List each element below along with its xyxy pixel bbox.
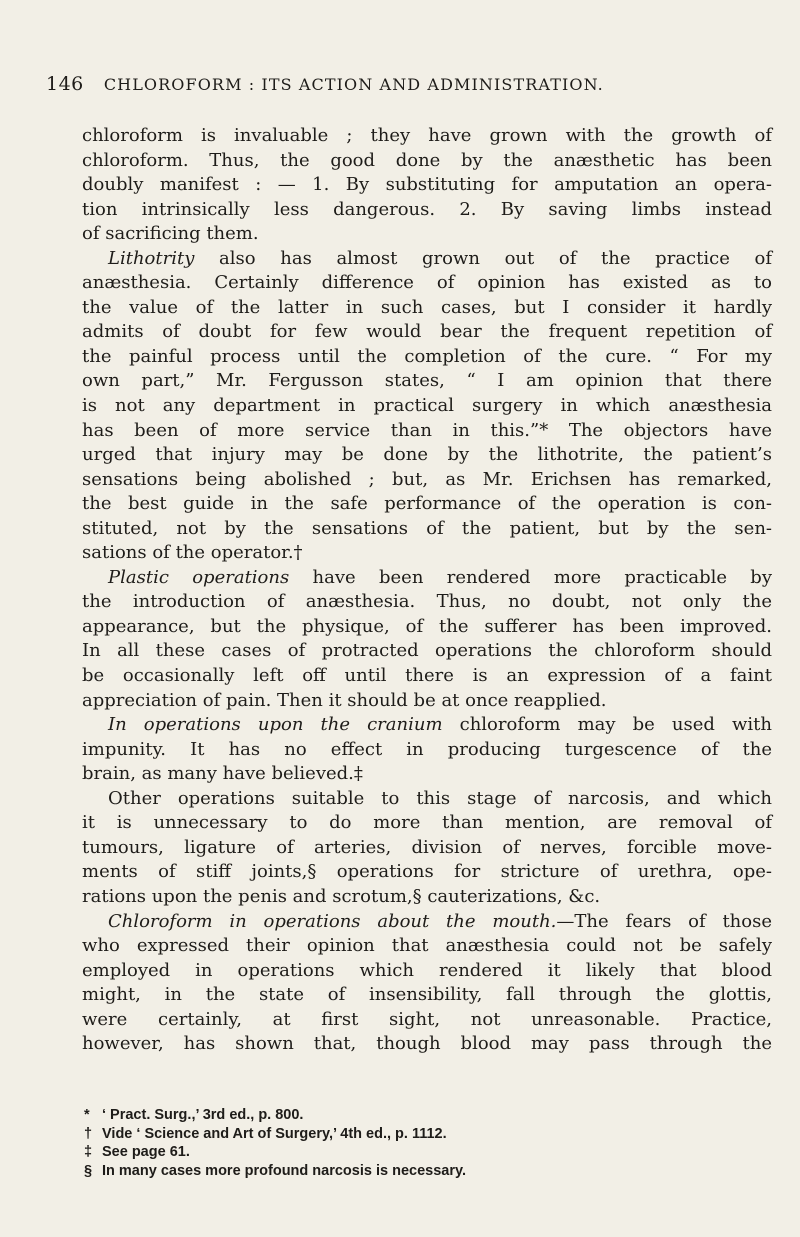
text-line xyxy=(82,222,772,247)
running-title: CHLOROFORM : ITS ACTION AND ADMINISTRATION. xyxy=(103,75,604,94)
italic-run-in-heading: In operations upon the cranium xyxy=(108,714,443,736)
line-text: impunity. It has no effect in producing turgescence of the xyxy=(82,738,772,760)
text-line xyxy=(82,836,772,861)
text-line xyxy=(82,738,772,763)
line-text: the painful process until the completion of the cure. “ For my xyxy=(82,345,772,367)
text-line xyxy=(82,369,772,394)
line-text: appearance, but the physique, of the sufferer has been improved. xyxy=(82,615,772,637)
italic-run-in-heading: Plastic operations xyxy=(108,566,290,588)
line-text: admits of doubt for few would bear the frequent repetition of xyxy=(82,321,772,343)
text-line xyxy=(82,198,772,223)
text-line xyxy=(82,492,772,517)
italic-run-in-heading: Chloroform in operations about the mouth. xyxy=(108,910,557,932)
text-line xyxy=(82,124,772,149)
line-text: sensations being abolished ; but, as Mr. Erichsen has remarked, xyxy=(82,468,772,490)
text-line xyxy=(82,959,772,984)
line-text: tion intrinsically less dangerous. 2. By saving limbs instead xyxy=(82,198,772,220)
text-line xyxy=(82,443,772,468)
line-text: chloroform. Thus, the good done by the anæsthetic has been xyxy=(82,149,772,171)
text-line xyxy=(82,910,772,935)
line-text: In all these cases of protracted operations the chloroform should xyxy=(82,640,772,662)
text-line xyxy=(82,934,772,959)
text-line xyxy=(82,345,772,370)
text-line xyxy=(82,247,772,272)
line-text: rations upon the penis and scrotum,§ cauterizations, &c. xyxy=(82,885,601,907)
line-text: the value of the latter in such cases, but I consider it hardly xyxy=(82,296,772,318)
line-text: of sacrificing them. xyxy=(82,223,259,245)
footnote xyxy=(84,1162,724,1181)
text-line xyxy=(82,615,772,640)
line-text: brain, as many have believed.‡ xyxy=(82,763,363,785)
line-text: ments of stiff joints,§ operations for stricture of urethra, ope- xyxy=(82,861,772,883)
footnote-text: In many cases more profound narcosis is necessary. xyxy=(102,1162,466,1179)
footnote xyxy=(84,1143,724,1162)
line-text: doubly manifest : — 1. By substituting for amputation an opera- xyxy=(82,174,772,196)
line-text: chloroform is invaluable ; they have grown with the growth of xyxy=(82,125,772,146)
text-line xyxy=(82,664,772,689)
text-line xyxy=(82,713,772,738)
text-line xyxy=(82,419,772,444)
line-text: chloroform may be used with xyxy=(442,714,772,736)
text-line xyxy=(82,689,772,714)
text-line xyxy=(82,762,772,787)
footnote-mark: † xyxy=(84,1125,93,1142)
line-text: the introduction of anæsthesia. Thus, no doubt, not only the xyxy=(82,591,772,613)
line-text: tumours, ligature of arteries, division of nerves, forcible move- xyxy=(82,836,772,858)
footnote xyxy=(84,1106,724,1125)
text-line xyxy=(82,1008,772,1033)
text-line xyxy=(82,320,772,345)
text-line xyxy=(82,149,772,174)
text-line xyxy=(82,811,772,836)
line-text: be occasionally left off until there is an expression of a faint xyxy=(82,665,772,687)
line-text: is not any department in practical surgery in which anæsthesia xyxy=(82,395,772,417)
line-text: the best guide in the safe performance of the operation is con- xyxy=(82,493,772,515)
line-text: own part,” Mr. Fergusson states, “ I am opinion that there xyxy=(82,370,772,392)
text-line xyxy=(82,860,772,885)
line-text: stituted, not by the sensations of the patient, but by the sen- xyxy=(82,517,772,539)
text-line xyxy=(82,639,772,664)
line-text: appreciation of pain. Then it should be at once reapplied. xyxy=(82,689,607,711)
footnote-text: See page 61. xyxy=(102,1144,190,1161)
line-text: Other operations suitable to this stage of narcosis, and which xyxy=(108,787,772,809)
text-line xyxy=(82,296,772,321)
text-line xyxy=(82,590,772,615)
footnote-mark: ‡ xyxy=(84,1144,93,1161)
text-line xyxy=(82,787,772,812)
text-line xyxy=(82,1032,772,1057)
text-line xyxy=(82,394,772,419)
page-number: 146 xyxy=(46,73,84,95)
footnotes xyxy=(84,1106,724,1180)
text-line xyxy=(82,885,772,910)
line-text: —The fears of those xyxy=(556,910,772,932)
line-text: however, has shown that, though blood may pass through the xyxy=(82,1033,772,1055)
line-text: who expressed their opinion that anæsthesia could not be safely xyxy=(82,935,772,957)
line-text: sations of the operator.† xyxy=(82,542,303,564)
italic-run-in-heading: Lithotrity xyxy=(108,247,195,269)
footnote-text: ‘ Pract. Surg.,’ 3rd ed., p. 800. xyxy=(102,1107,304,1123)
body-text xyxy=(82,124,772,1057)
footnote-text: Vide ‘ Science and Art of Surgery,’ 4th ed., p. 1112. xyxy=(102,1125,447,1142)
text-line xyxy=(82,566,772,591)
text-line xyxy=(82,983,772,1008)
line-text: have been rendered more practicable by xyxy=(289,566,772,588)
line-text: also has almost grown out of the practice of xyxy=(194,247,772,269)
text-line xyxy=(82,173,772,198)
line-text: employed in operations which rendered it likely that blood xyxy=(82,959,772,981)
line-text: it is unnecessary to do more than mention, are removal of xyxy=(82,812,772,834)
running-head xyxy=(46,72,766,97)
footnote-mark: § xyxy=(84,1162,93,1179)
footnote xyxy=(84,1125,724,1144)
text-line xyxy=(82,468,772,493)
line-text: anæsthesia. Certainly difference of opinion has existed as to xyxy=(82,272,772,294)
line-text: urged that injury may be done by the lithotrite, the patient’s xyxy=(82,444,772,466)
line-text: has been of more service than in this.”* The objectors have xyxy=(82,419,772,441)
text-line xyxy=(82,271,772,296)
line-text: were certainly, at first sight, not unreasonable. Practice, xyxy=(82,1008,772,1030)
footnote-mark: * xyxy=(84,1107,90,1123)
text-line xyxy=(82,541,772,566)
text-line xyxy=(82,517,772,542)
line-text: might, in the state of insensibility, fall through the glottis, xyxy=(82,984,772,1006)
